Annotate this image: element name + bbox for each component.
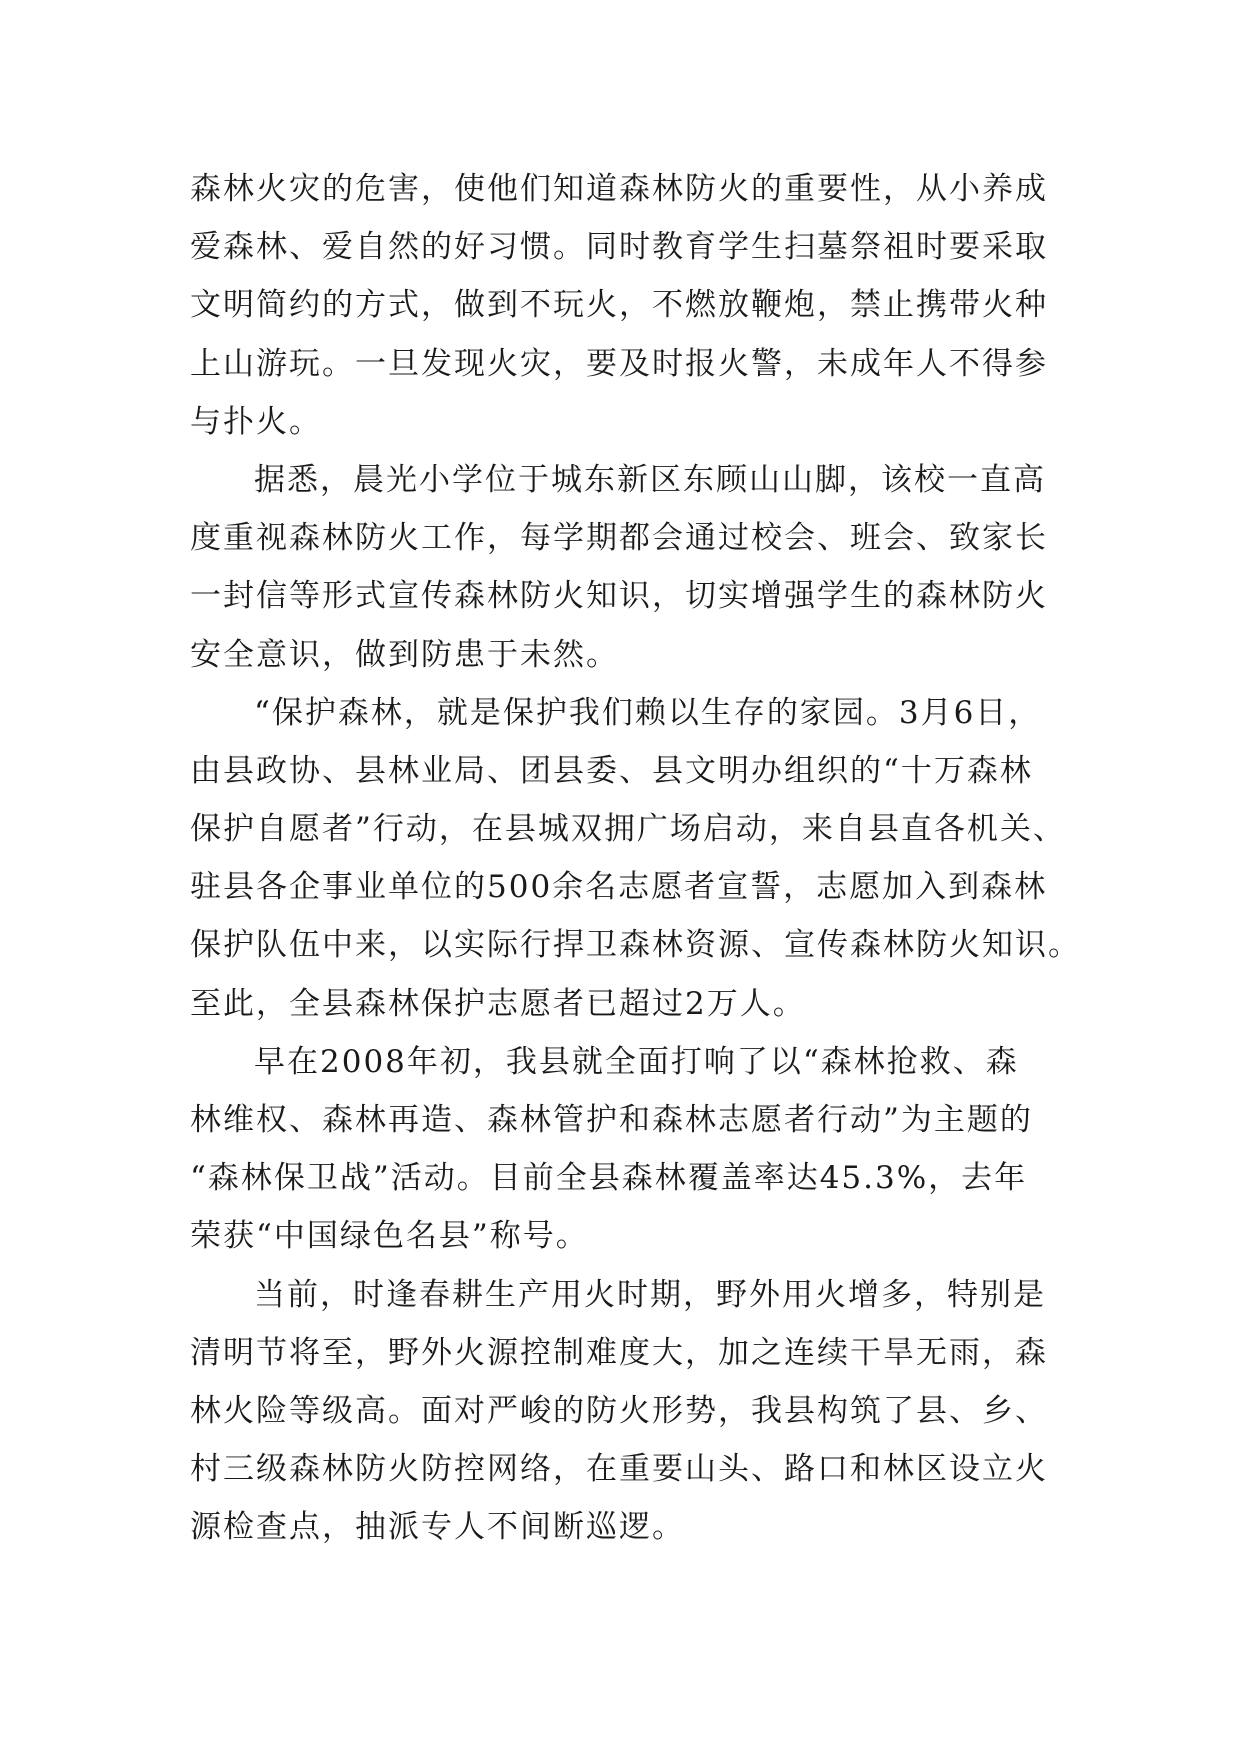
- text-line: 一封信等形式宣传森林防火知识，切实增强学生的森林防火: [190, 578, 1048, 615]
- text-line: 村三级森林防火防控网络，在重要山头、路口和林区设立火: [190, 1451, 1048, 1488]
- text-line: 保护队伍中来，以实际行捍卫森林资源、宣传森林防火知识。: [190, 927, 1081, 964]
- text-line: 源检查点，抽派专人不间断巡逻。: [190, 1509, 685, 1546]
- text-line: 保护自愿者”行动，在县城双拥广场启动，来自县直各机关、: [190, 811, 1066, 848]
- text-line: 森林火灾的危害，使他们知道森林防火的重要性，从小养成: [190, 171, 1048, 207]
- text-line: 林火险等级高。面对严峻的防火形势，我县构筑了县、乡、: [190, 1392, 1048, 1429]
- text-line: 荣获“中国绿色名县”称号。: [190, 1218, 589, 1255]
- text-line: 与扑火。: [190, 403, 322, 440]
- text-line: “保护森林，就是保护我们赖以生存的家园。3月6日，: [254, 694, 1042, 731]
- text-line: 安全意识，做到防患于未然。: [190, 636, 619, 673]
- text-line: 至此，全县森林保护志愿者已超过2万人。: [190, 985, 806, 1022]
- text-line: 据悉，晨光小学位于城东新区东顾山山脚，该校一直高: [254, 461, 1046, 498]
- text-line: 清明节将至，野外火源控制难度大，加之连续干旱无雨，森: [190, 1334, 1048, 1371]
- text-line: 度重视森林防火工作，每学期都会通过校会、班会、致家长: [190, 520, 1048, 557]
- text-line: 由县政协、县林业局、团县委、县文明办组织的“十万森林: [190, 752, 1033, 789]
- text-line: 驻县各企事业单位的500余名志愿者宣誓，志愿加入到森林: [190, 869, 1048, 906]
- text-line: “森林保卫战”活动。目前全县森林覆盖率达45.3%，去年: [190, 1160, 1028, 1197]
- text-line: 早在2008年初，我县就全面打响了以“森林抢救、森: [254, 1043, 1019, 1080]
- text-line: 林维权、森林再造、森林管护和森林志愿者行动”为主题的: [190, 1102, 1033, 1138]
- text-line: 上山游玩。一旦发现火灾，要及时报火警，未成年人不得参: [190, 345, 1048, 382]
- text-line: 当前，时逢春耕生产用火时期，野外用火增多，特别是: [254, 1276, 1046, 1313]
- text-line: 爱森林、爱自然的好习惯。同时教育学生扫墓祭祖时要采取: [190, 229, 1048, 266]
- body-text: [190, 160, 1081, 1557]
- text-line: 文明简约的方式，做到不玩火，不燃放鞭炮，禁止携带火种: [190, 287, 1048, 324]
